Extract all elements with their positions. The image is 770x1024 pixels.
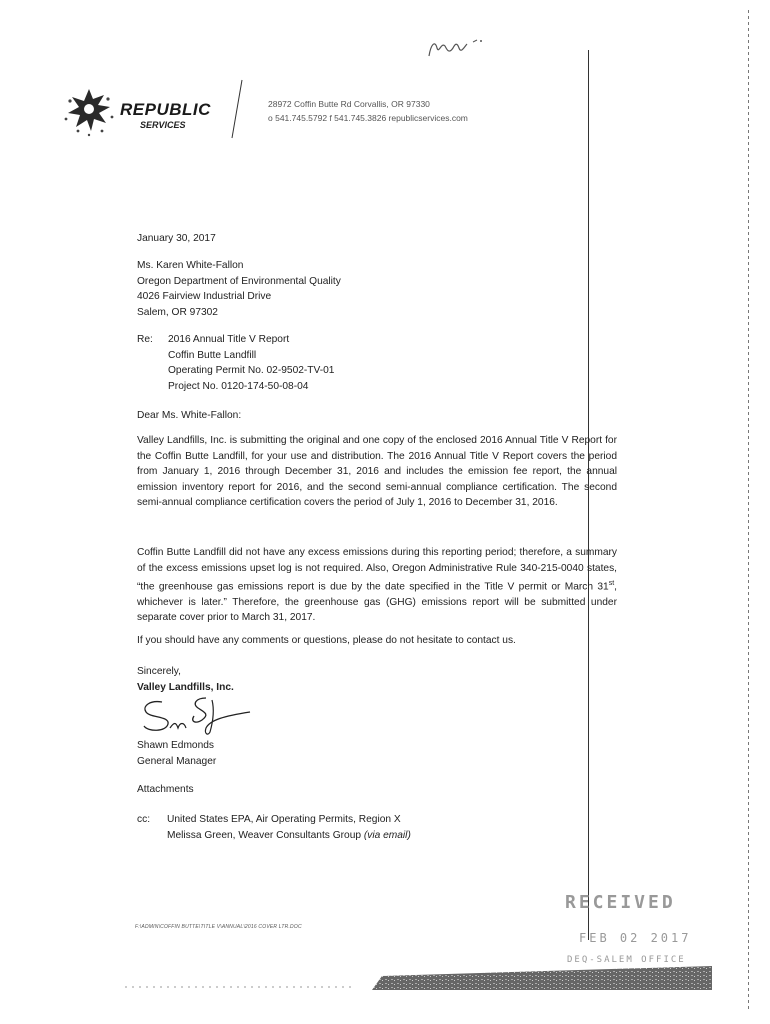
superscript-st: st xyxy=(608,580,615,587)
cc-block xyxy=(137,812,411,843)
stamp-date: FEB 02 2017 xyxy=(579,931,692,945)
recipient-org: Oregon Department of Environmental Quality xyxy=(137,275,341,287)
recipient-address xyxy=(137,258,341,320)
body-paragraph-1: Valley Landfills, Inc. is submitting the original and one copy of the enclosed 2016 Annual Title V Report for the Coffin Butte Landfill, for your use and distribution. The 2016 Annual Title V Report covers the period from January 1, 2016 through December 31, 2016 and includes the emission fee report, the annual emission inventory report for 2016, and the second semi-annual compliance certification. The second semi-annual compliance certification covers the period of July 1, 2016 to December 31, 2016. xyxy=(137,435,617,508)
body-paragraph-2-part-b: , whichever is later.” Therefore, the greenhouse gas (GHG) emissions report will be submitted under separate cover prior to March 31, 2017. xyxy=(137,581,617,624)
body-paragraph-2 xyxy=(137,545,617,626)
subject-line-1: 2016 Annual Title V Report xyxy=(168,334,290,345)
company-name: Valley Landfills, Inc. xyxy=(137,681,234,693)
cc-line-1: United States EPA, Air Operating Permits, Region X xyxy=(167,814,401,825)
body-paragraph-2-part-a: Coffin Butte Landfill did not have any excess emissions during this reporting period; therefore, a summary of the excess emissions upset log is not required. Also, Oregon Administrative Rule 340-215-0040 states, “the greenhouse gas emissions report is due by the date specified in the Title V permit or March 31 xyxy=(137,547,617,593)
letterhead-phone-web: o 541.745.5792 f 541.745.3826 republicservices.com xyxy=(268,113,468,123)
cc-line-2-note: (via email) xyxy=(363,829,411,841)
stamp-received: RECEIVED xyxy=(565,892,676,913)
logo-wordmark: REPUBLIC xyxy=(120,100,211,119)
letterhead-contact xyxy=(268,97,468,125)
handwritten-initials xyxy=(425,36,485,67)
subject-line-3: Operating Permit No. 02-9502-TV-01 xyxy=(168,365,335,376)
cc-label: cc: xyxy=(137,814,151,825)
signer-block xyxy=(137,738,216,769)
received-stamp xyxy=(565,892,691,965)
subject-label: Re: xyxy=(137,334,153,345)
cc-line-2 xyxy=(137,828,411,844)
subject-line-2: Coffin Butte Landfill xyxy=(168,349,257,361)
handwritten-signature xyxy=(140,694,255,736)
letterhead-address: 28972 Coffin Butte Rd Corvallis, OR 97330 xyxy=(268,99,430,109)
recipient-name: Ms. Karen White-Fallon xyxy=(137,260,244,271)
attachments-note: Attachments xyxy=(137,784,194,795)
subject-line-4: Project No. 0120-174-50-08-04 xyxy=(168,380,309,392)
scan-edge-line xyxy=(748,10,749,1010)
scan-noise-line xyxy=(125,984,355,990)
header-divider xyxy=(228,78,246,140)
signer-title: General Manager xyxy=(137,755,217,767)
salutation: Dear Ms. White-Fallon: xyxy=(137,410,242,421)
letter-date: January 30, 2017 xyxy=(137,233,216,244)
recipient-city: Salem, OR 97302 xyxy=(137,306,218,318)
republic-eagle-icon xyxy=(58,85,120,137)
subject-block xyxy=(137,332,334,394)
cc-line-2-main: Melissa Green, Weaver Consultants Group xyxy=(167,829,364,841)
signer-name: Shawn Edmonds xyxy=(137,740,215,751)
recipient-street: 4026 Fairview Industrial Drive xyxy=(137,291,272,302)
closing: Sincerely, xyxy=(137,666,181,677)
stamp-office: DEQ-SALEM OFFICE xyxy=(567,955,686,965)
closing-block xyxy=(137,664,234,695)
scan-noise-bar xyxy=(372,962,712,990)
file-path-footer: F:\ADMIN\COFFIN BUTTE\TITLE V\ANNUAL\2016 COVER LTR.DOC xyxy=(135,924,302,930)
logo-subtitle: SERVICES xyxy=(140,120,186,130)
body-paragraph-3: If you should have any comments or questions, please do not hesitate to contact us. xyxy=(137,635,516,646)
